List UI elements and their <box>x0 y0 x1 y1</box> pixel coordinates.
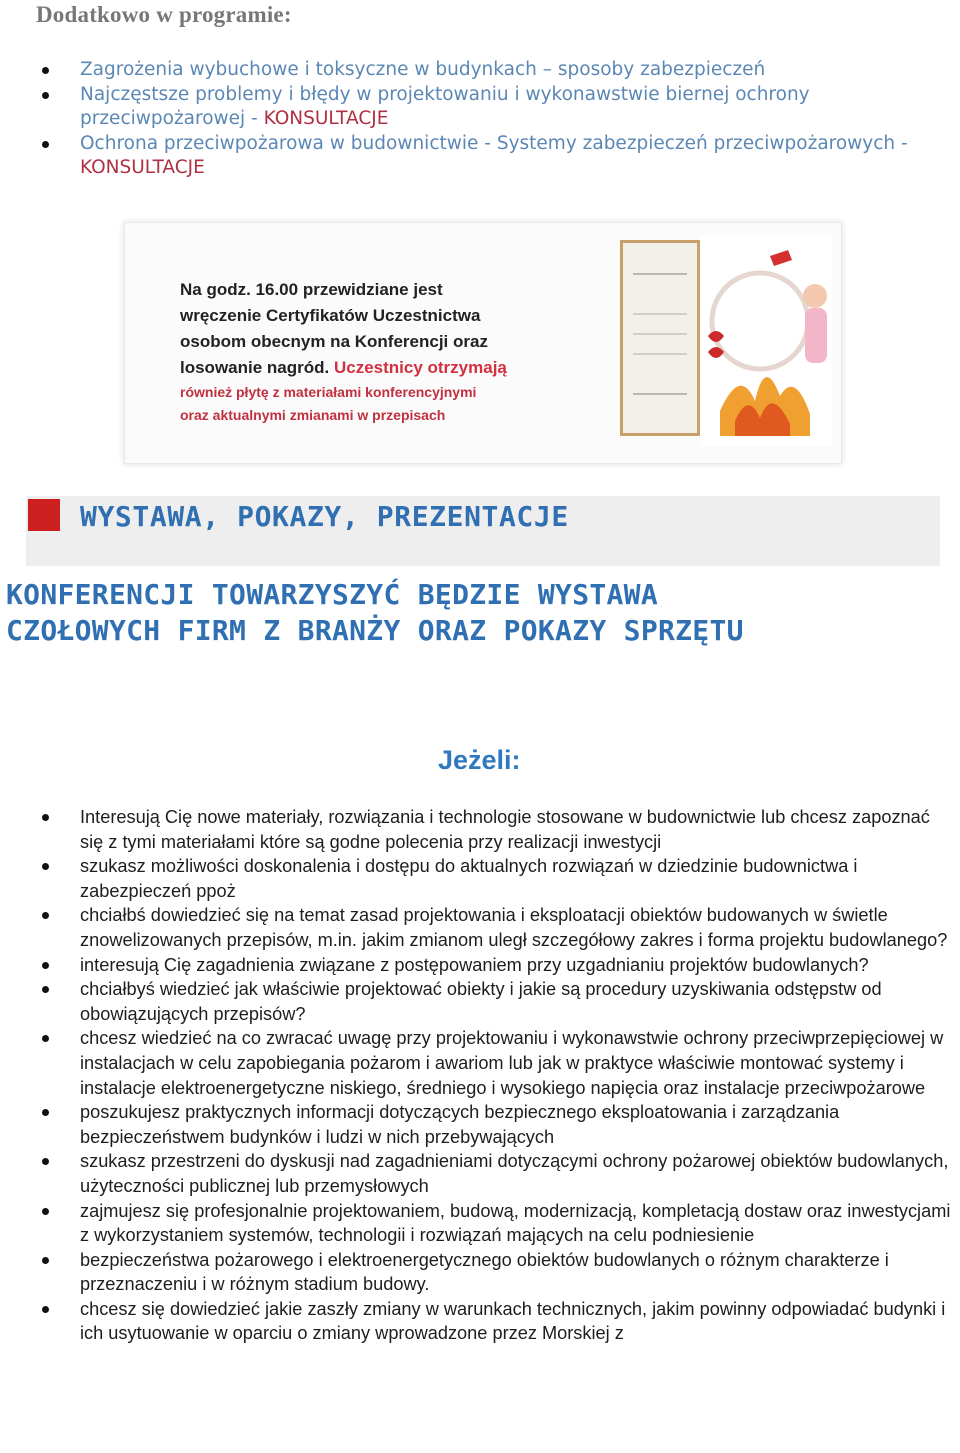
program-item-highlight: KONSULTACJE <box>80 157 205 178</box>
certificate-line: wręczenie Certyfikatów Uczestnictwa <box>180 306 481 325</box>
program-item <box>0 58 960 83</box>
program-item-text: Zagrożenia wybuchowe i toksyczne w budynkach – sposoby zabezpieczeń <box>80 59 766 80</box>
certificate-line: osobom obecnym na Konferencji oraz <box>180 332 488 351</box>
list-item: poszukujesz praktycznych informacji dotyczących bezpiecznego eksploatowania i zarządzania bezpieczeństwem budynków i ludzi w nich przebywających <box>0 1100 960 1149</box>
program-list <box>0 58 960 181</box>
list-item: zajmujesz się profesjonalnie projektowaniem, budową, modernizacją, kompletacją dostaw oraz inwestycjami z wykorzystaniem systemów, technologii i rozwiązań mających na celu podniesienie <box>0 1199 960 1248</box>
banner-title: WYSTAWA, POKAZY, PREZENTACJE <box>80 500 569 533</box>
certificate-line: oraz aktualnymi zmianami w przepisach <box>180 407 446 423</box>
list-item: chciałbyś wiedzieć jak właściwie projektować obiekty i jakie są procedury uzyskiwania odstępstw od obowiązujących przepisów? <box>0 977 960 1026</box>
subtitle-line: CZOŁOWYCH FIRM Z BRANŻY ORAZ POKAZY SPRZĘTU <box>6 614 744 647</box>
list-item: chcesz wiedzieć na co zwracać uwagę przy projektowaniu i wykonawstwie ochrony przeciwprzepięciowej w instalacjach w celu zapobiegania pożarom i awariom lub jak w praktyce właściwie montować systemy i instalacje elektroenergetyczne niskiego, średniego i wysokiego napięcia oraz instalacje przeciwpożarowe <box>0 1026 960 1100</box>
program-item-highlight: KONSULTACJE <box>257 108 389 129</box>
exhibition-subtitle <box>6 577 956 649</box>
subtitle-line: KONFERENCJI TOWARZYSZYĆ BĘDZIE WYSTAWA <box>6 578 658 611</box>
jezeli-heading: Jeżeli: <box>438 745 521 775</box>
certificate-line: również płytę z materiałami konferencyjnymi <box>180 384 477 400</box>
reasons-list <box>0 805 960 1346</box>
list-item: chcesz się dowiedzieć jakie zaszły zmiany w warunkach technicznych, jakim powinny odpowiadać budynki i ich usytuowanie w oparciu o zmiany wprowadzone przez Morskiej z <box>0 1297 960 1346</box>
conference-poster-illustration <box>700 236 832 446</box>
list-item: bezpieczeństwa pożarowego i elektroenergetycznego obiektów budowlanych o różnym charakterze i przeznaczeniu i w różnym stadium budowy. <box>0 1248 960 1297</box>
certificate-line: Na godz. 16.00 przewidziane jest <box>180 280 443 299</box>
list-item: Interesują Cię nowe materiały, rozwiązania i technologie stosowane w budownictwie lub chcesz zapoznać się z tymi materiałami które są godne polecenia przy realizacji inwestycji <box>0 805 960 854</box>
program-item <box>0 132 960 181</box>
list-item: chciałbś dowiedzieć się na temat zasad projektowania i eksploatacji obiektów budowanych w świetle znowelizowanych przepisów, m.in. jakim zmianom uległ szczegółowy zakres i forma projektu budowlanego? <box>0 903 960 952</box>
list-item: szukasz przestrzeni do dyskusji nad zagadnieniami dotyczącymi ochrony pożarowej obiektów budowlanych, użyteczności publicznej lub przemysłowych <box>0 1149 960 1198</box>
section-heading: Dodatkowo w programie: <box>36 2 292 27</box>
banner-marker <box>28 499 60 531</box>
certificate-announcement <box>180 277 520 427</box>
diploma-illustration <box>620 240 700 436</box>
program-item-text: Najczęstsze problemy i błędy w projektowaniu i wykonawstwie biernej ochrony przeciwpożarowej - <box>80 83 810 129</box>
program-item-text: Ochrona przeciwpożarowa w budownictwie - Systemy zabezpieczeń przeciwpożarowych - <box>80 132 908 154</box>
list-item: szukasz możliwości doskonalenia i dostępu do aktualnych rozwiązań w dziedzinie budownictwa i zabezpieczeń ppoż <box>0 854 960 903</box>
program-item <box>0 83 960 132</box>
certificate-line: losowanie nagród. Uczestnicy otrzymają <box>180 358 507 377</box>
list-item: interesują Cię zagadnienia związane z postępowaniem przy uzgadnianiu projektów budowlanych? <box>0 953 960 978</box>
